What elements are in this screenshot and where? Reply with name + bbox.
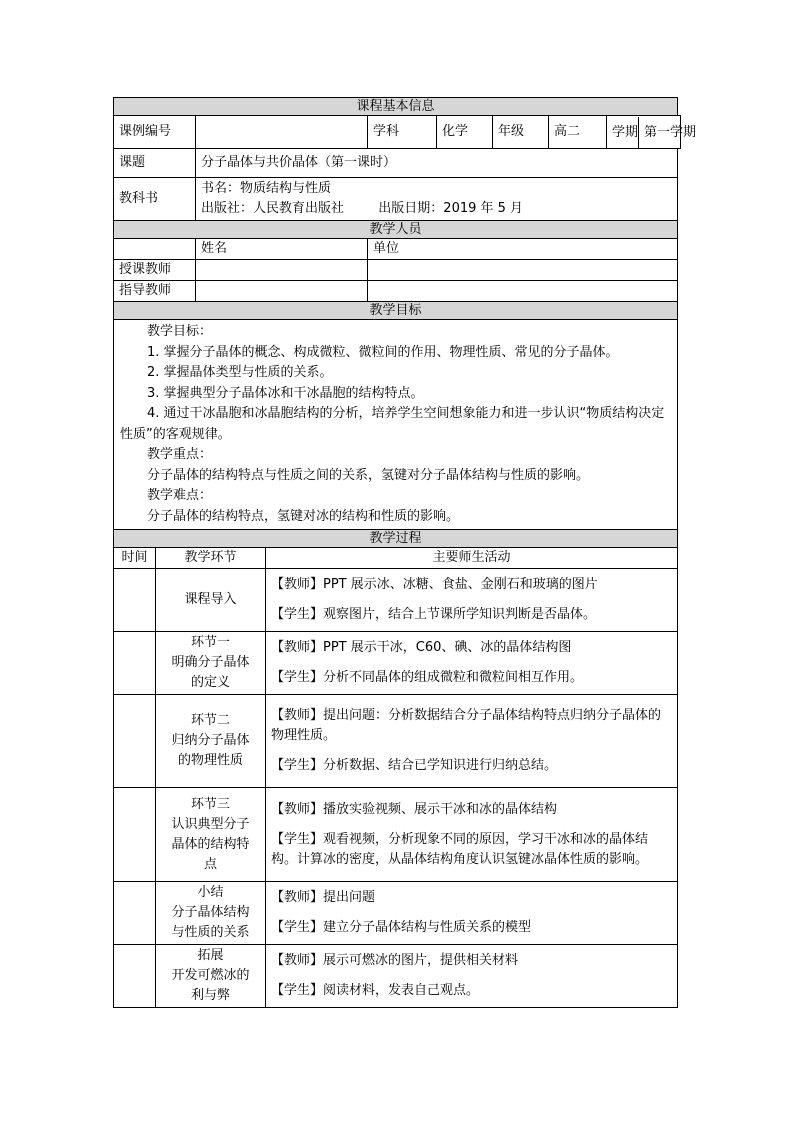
section-header-objectives: 教学目标 [114, 302, 678, 320]
name-column-header: 姓名 [196, 239, 368, 260]
case-no-label: 课例编号 [114, 116, 196, 149]
stage-cell: 课程导入 [156, 569, 266, 632]
teacher-activity: 【教师】PPT 展示冰、冰糖、食盐、金刚石和玻璃的图片 [271, 577, 598, 592]
case-no-value [196, 116, 368, 149]
time-cell [114, 632, 156, 695]
publication-date: 出版日期：2019 年 5 月 [378, 201, 524, 216]
advisor-unit [368, 281, 678, 302]
term-label: 学期 [607, 117, 639, 148]
section-header-process: 教学过程 [114, 530, 678, 548]
unit-column-header: 单位 [368, 239, 678, 260]
goal-item: 4. 通过干冰晶胞和冰晶胞结构的分析，培养学生空间想象能力和进一步认识“物质结构决定性质”的客观规律。 [120, 406, 665, 442]
lesson-plan-table [113, 97, 697, 1008]
student-activity: 【学生】分析不同晶体的组成微粒和微粒间相互作用。 [271, 670, 584, 685]
time-cell [114, 695, 156, 788]
student-activity: 【学生】观察图片，结合上节课所学知识判断是否晶体。 [271, 607, 597, 622]
activity-cell [266, 788, 678, 882]
difficulty-text: 分子晶体的结构特点，氢键对冰的结构和性质的影响。 [147, 508, 460, 524]
student-activity: 【学生】观看视频，分析现象不同的原因，学习干冰和冰的晶体结构。计算冰的密度，从晶体结构角度认识氢键冰晶体性质的影响。 [271, 831, 649, 867]
activity-cell [266, 882, 678, 945]
process-row [114, 569, 681, 632]
student-activity: 【学生】阅读材料，发表自己观点。 [271, 983, 480, 998]
activity-cell [266, 945, 678, 1008]
teacher-activity: 【教师】提出问题：分析数据结合分子晶体结构特点归纳分子晶体的物理性质。 [271, 708, 662, 743]
textbook-info [196, 178, 678, 221]
textbook-label: 教科书 [114, 178, 196, 221]
key-points-title: 教学重点： [147, 447, 213, 462]
term-cell [607, 116, 697, 149]
activity-cell [266, 632, 678, 695]
stage-cell: 环节三 认识典型分子 晶体的结构特 点 [156, 788, 266, 882]
time-cell [114, 569, 156, 632]
time-cell [114, 882, 156, 945]
stage-column-header: 教学环节 [156, 548, 266, 569]
topic-value: 分子晶体与共价晶体（第一课时） [196, 149, 678, 178]
goal-item: 1. 掌握分子晶体的概念、构成微粒、微粒间的作用、物理性质、常见的分子晶体。 [147, 344, 619, 360]
process-row [114, 695, 681, 788]
process-row [114, 882, 681, 945]
difficulty-title: 教学难点： [147, 488, 213, 503]
process-row [114, 632, 681, 695]
publisher: 出版社：人民教育出版社 [201, 201, 345, 216]
process-row [114, 788, 681, 882]
process-row [114, 945, 681, 1008]
term-value: 第一学期 [644, 124, 697, 140]
stage-cell: 环节一 明确分子晶体 的定义 [156, 632, 266, 695]
teacher-name [196, 260, 368, 281]
activity-cell [266, 695, 678, 788]
topic-label: 课题 [114, 149, 196, 178]
goal-item: 2. 掌握晶体类型与性质的关系。 [147, 365, 333, 380]
teacher-activity: 【教师】播放实验视频、展示干冰和冰的晶体结构 [271, 801, 558, 817]
time-column-header: 时间 [114, 548, 156, 569]
activity-cell [266, 569, 678, 632]
time-cell [114, 788, 156, 882]
teacher-unit [368, 260, 678, 281]
section-header-basic-info: 课程基本信息 [114, 98, 678, 116]
stage-cell: 拓展 开发可燃冰的 利与弊 [156, 945, 266, 1008]
book-name: 书名：物质结构与性质 [201, 181, 332, 196]
stage-cell: 小结 分子晶体结构 与性质的关系 [156, 882, 266, 945]
stage-cell: 环节二 归纳分子晶体 的物理性质 [156, 695, 266, 788]
advisor-label: 指导教师 [114, 281, 196, 302]
teacher-activity: 【教师】展示可燃冰的图片，提供相关材料 [271, 953, 519, 968]
goals-title: 教学目标： [147, 324, 213, 339]
objectives-block [114, 320, 678, 530]
section-header-teachers: 教学人员 [114, 221, 678, 239]
teacher-activity: 【教师】PPT 展示干冰，C60、碘、冰的晶体结构图 [271, 640, 572, 655]
subject-label: 学科 [368, 116, 437, 149]
activity-column-header: 主要师生活动 [266, 548, 678, 569]
teacher-label: 授课教师 [114, 260, 196, 281]
advisor-name [196, 281, 368, 302]
student-activity: 【学生】建立分子晶体结构与性质关系的模型 [271, 920, 532, 935]
goal-item: 3. 掌握典型分子晶体冰和干冰晶胞的结构特点。 [147, 385, 424, 401]
time-cell [114, 945, 156, 1008]
grade-value: 高二 [549, 116, 607, 149]
student-activity: 【学生】分析数据、结合已学知识进行归纳总结。 [271, 758, 558, 773]
grade-label: 年级 [493, 116, 549, 149]
subject-value: 化学 [437, 116, 493, 149]
teacher-activity: 【教师】提出问题 [271, 890, 376, 905]
key-points-text: 分子晶体的结构特点与性质之间的关系，氢键对分子晶体结构与性质的影响。 [147, 467, 590, 483]
